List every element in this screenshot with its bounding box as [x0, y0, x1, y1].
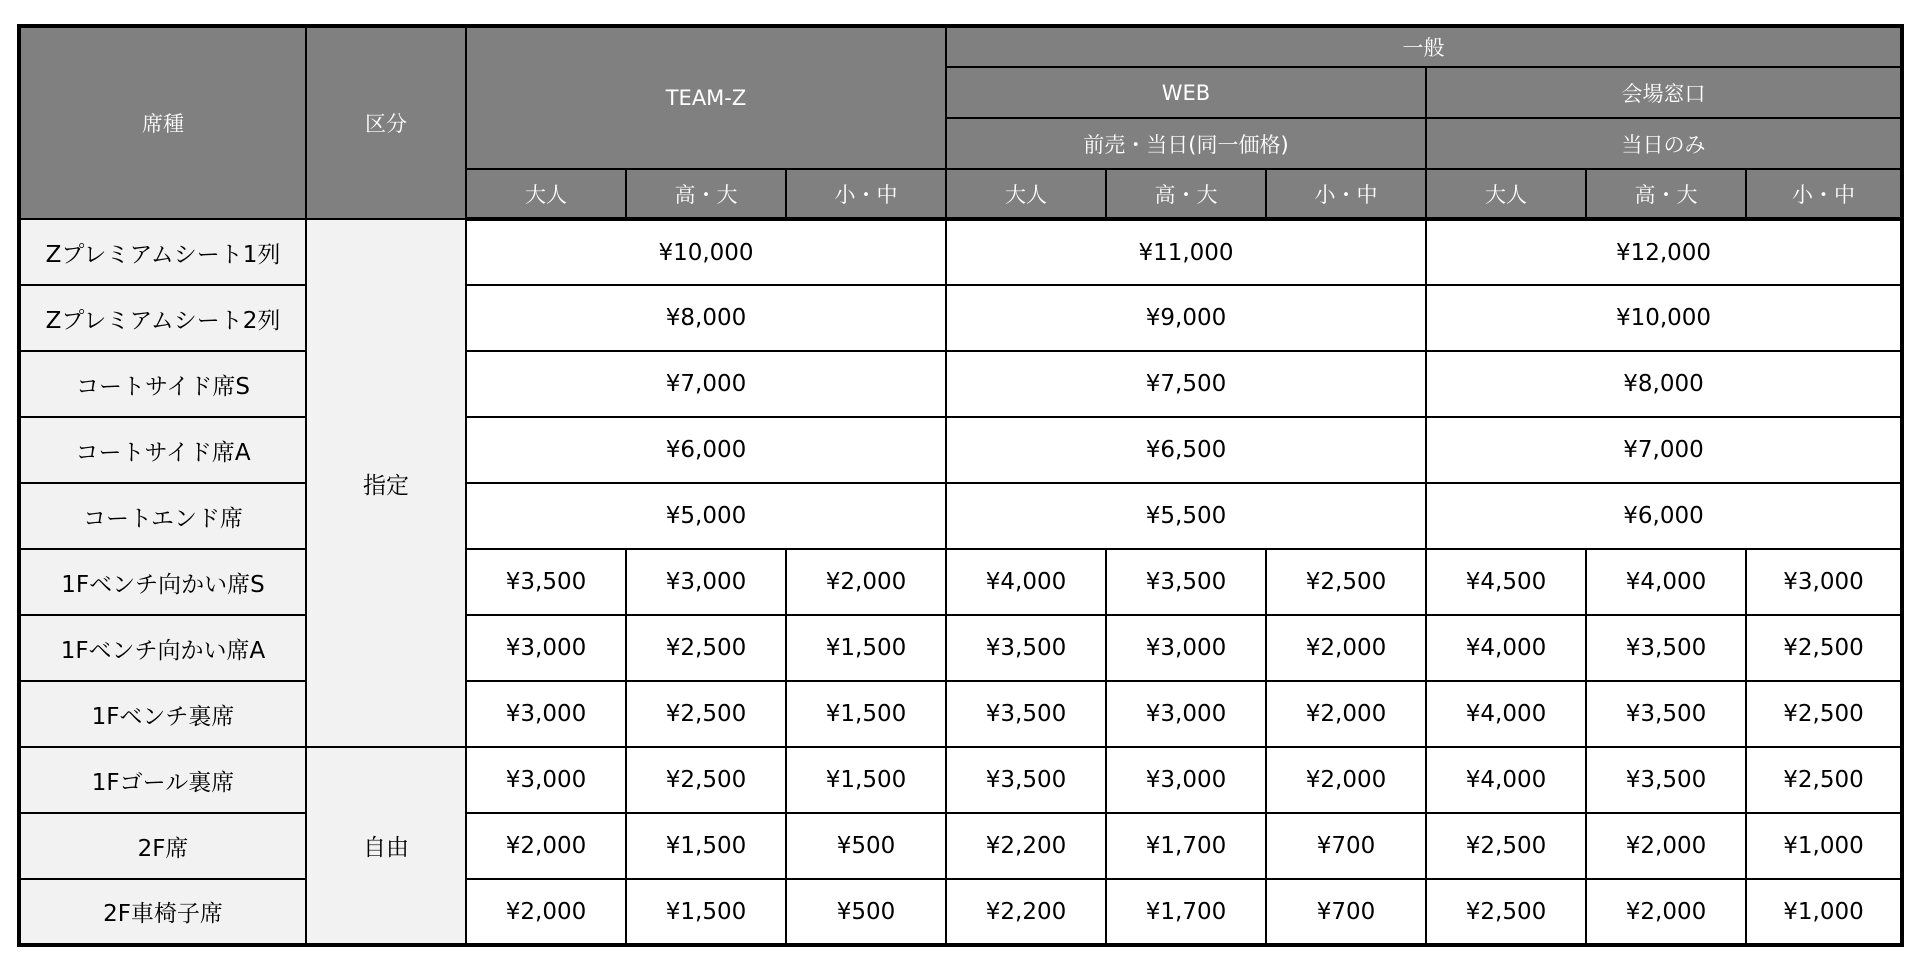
price-cell: ¥1,500 — [626, 813, 786, 879]
price-cell: ¥5,000 — [466, 483, 946, 549]
price-cell: ¥3,500 — [1106, 549, 1266, 615]
price-cell: ¥2,200 — [946, 879, 1106, 945]
price-cell: ¥4,000 — [946, 549, 1106, 615]
price-cell: ¥12,000 — [1426, 219, 1902, 285]
price-cell: ¥7,500 — [946, 351, 1426, 417]
price-cell: ¥1,500 — [786, 615, 946, 681]
header-age-hs-univ: 高・大 — [1586, 169, 1746, 219]
price-cell: ¥9,000 — [946, 285, 1426, 351]
price-cell: ¥3,500 — [1586, 747, 1746, 813]
seat-type-cell: 2F車椅子席 — [19, 879, 306, 945]
price-cell: ¥3,000 — [1106, 615, 1266, 681]
price-cell: ¥2,500 — [626, 615, 786, 681]
price-cell: ¥2,000 — [466, 879, 626, 945]
price-cell: ¥500 — [786, 879, 946, 945]
seat-type-cell: 1Fゴール裏席 — [19, 747, 306, 813]
price-cell: ¥2,500 — [1746, 681, 1902, 747]
price-cell: ¥2,000 — [786, 549, 946, 615]
price-cell: ¥3,000 — [1106, 681, 1266, 747]
table-row — [19, 285, 1902, 351]
price-cell: ¥11,000 — [946, 219, 1426, 285]
header-age-elem-jhs: 小・中 — [1266, 169, 1426, 219]
price-cell: ¥8,000 — [466, 285, 946, 351]
table-row — [19, 813, 1902, 879]
price-cell: ¥7,000 — [1426, 417, 1902, 483]
header-team-z: TEAM-Z — [466, 26, 946, 169]
price-cell: ¥3,500 — [946, 681, 1106, 747]
price-cell: ¥6,000 — [466, 417, 946, 483]
price-cell: ¥2,500 — [1426, 879, 1586, 945]
table-row — [19, 747, 1902, 813]
price-cell: ¥700 — [1266, 813, 1426, 879]
price-cell: ¥3,000 — [466, 615, 626, 681]
seat-type-cell: Zプレミアムシート1列 — [19, 219, 306, 285]
price-cell: ¥6,500 — [946, 417, 1426, 483]
header-box-note: 当日のみ — [1426, 118, 1902, 169]
header-web: WEB — [946, 67, 1426, 118]
table-row — [19, 417, 1902, 483]
price-cell: ¥2,500 — [626, 747, 786, 813]
price-cell: ¥2,500 — [1266, 549, 1426, 615]
header-web-note: 前売・当日(同一価格) — [946, 118, 1426, 169]
table-row — [19, 483, 1902, 549]
price-cell: ¥2,500 — [626, 681, 786, 747]
price-cell: ¥500 — [786, 813, 946, 879]
price-cell: ¥10,000 — [466, 219, 946, 285]
price-cell: ¥1,700 — [1106, 813, 1266, 879]
price-cell: ¥3,500 — [946, 615, 1106, 681]
price-cell: ¥6,000 — [1426, 483, 1902, 549]
price-cell: ¥2,000 — [1266, 681, 1426, 747]
seat-type-cell: 1Fベンチ向かい席S — [19, 549, 306, 615]
seat-type-cell: コートエンド席 — [19, 483, 306, 549]
header-seat-type: 席種 — [19, 26, 306, 219]
price-cell: ¥3,500 — [1586, 615, 1746, 681]
header-general: 一般 — [946, 26, 1902, 67]
header-age-adult: 大人 — [946, 169, 1106, 219]
table-row — [19, 879, 1902, 945]
price-cell: ¥2,000 — [1586, 879, 1746, 945]
price-cell: ¥3,000 — [626, 549, 786, 615]
seat-type-cell: コートサイド席S — [19, 351, 306, 417]
price-cell: ¥4,000 — [1426, 747, 1586, 813]
table-row — [19, 549, 1902, 615]
seat-type-cell: コートサイド席A — [19, 417, 306, 483]
header-age-elem-jhs: 小・中 — [786, 169, 946, 219]
price-cell: ¥3,000 — [1106, 747, 1266, 813]
table-row — [19, 681, 1902, 747]
price-cell: ¥1,500 — [626, 879, 786, 945]
price-cell: ¥2,000 — [1586, 813, 1746, 879]
price-cell: ¥700 — [1266, 879, 1426, 945]
seat-type-cell: Zプレミアムシート2列 — [19, 285, 306, 351]
price-cell: ¥3,000 — [1746, 549, 1902, 615]
price-cell: ¥4,000 — [1586, 549, 1746, 615]
seat-type-cell: 1Fベンチ向かい席A — [19, 615, 306, 681]
category-cell: 自由 — [306, 747, 466, 945]
price-cell: ¥1,000 — [1746, 813, 1902, 879]
header-age-adult: 大人 — [1426, 169, 1586, 219]
price-cell: ¥2,000 — [1266, 615, 1426, 681]
category-cell: 指定 — [306, 219, 466, 747]
header-age-hs-univ: 高・大 — [1106, 169, 1266, 219]
header-age-elem-jhs: 小・中 — [1746, 169, 1902, 219]
price-cell: ¥7,000 — [466, 351, 946, 417]
price-cell: ¥3,000 — [466, 747, 626, 813]
price-cell: ¥10,000 — [1426, 285, 1902, 351]
header-age-hs-univ: 高・大 — [626, 169, 786, 219]
price-cell: ¥2,200 — [946, 813, 1106, 879]
price-cell: ¥1,700 — [1106, 879, 1266, 945]
price-cell: ¥1,500 — [786, 681, 946, 747]
price-cell: ¥2,000 — [1266, 747, 1426, 813]
seat-type-cell: 2F席 — [19, 813, 306, 879]
table-row — [19, 351, 1902, 417]
price-cell: ¥1,000 — [1746, 879, 1902, 945]
header-age-adult: 大人 — [466, 169, 626, 219]
price-cell: ¥2,000 — [466, 813, 626, 879]
price-cell: ¥3,500 — [1586, 681, 1746, 747]
price-cell: ¥2,500 — [1746, 747, 1902, 813]
price-table — [17, 24, 1904, 947]
price-cell: ¥3,500 — [466, 549, 626, 615]
table-row — [19, 615, 1902, 681]
header-box-office: 会場窓口 — [1426, 67, 1902, 118]
price-cell: ¥4,500 — [1426, 549, 1586, 615]
price-cell: ¥8,000 — [1426, 351, 1902, 417]
price-cell: ¥1,500 — [786, 747, 946, 813]
price-cell: ¥2,500 — [1426, 813, 1586, 879]
table-row — [19, 219, 1902, 285]
price-cell: ¥3,500 — [946, 747, 1106, 813]
price-cell: ¥5,500 — [946, 483, 1426, 549]
seat-type-cell: 1Fベンチ裏席 — [19, 681, 306, 747]
price-cell: ¥3,000 — [466, 681, 626, 747]
price-cell: ¥4,000 — [1426, 681, 1586, 747]
header-category: 区分 — [306, 26, 466, 219]
price-cell: ¥2,500 — [1746, 615, 1902, 681]
price-cell: ¥4,000 — [1426, 615, 1586, 681]
